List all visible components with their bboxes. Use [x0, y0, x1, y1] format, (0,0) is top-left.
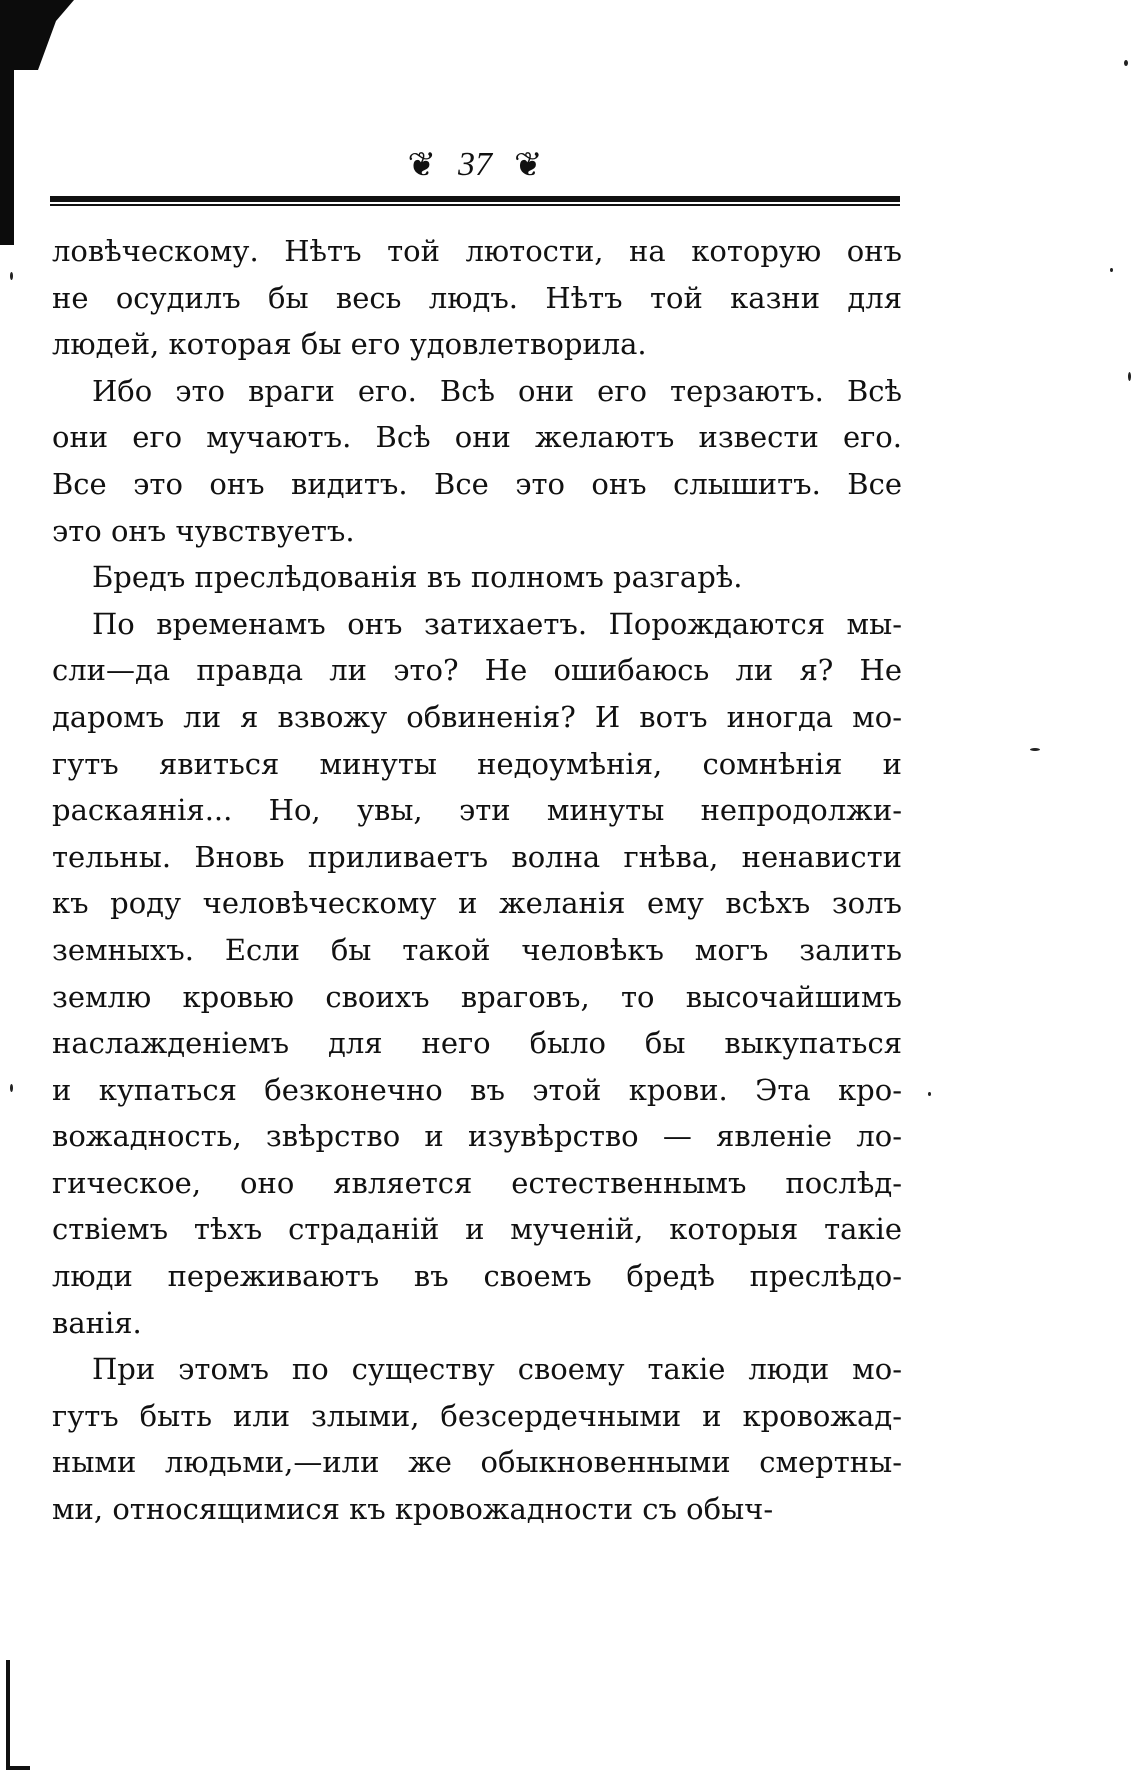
text-line: раскаянія... Но, увы, эти минуты непродолжи- — [52, 793, 902, 828]
scan-speck — [928, 1092, 931, 1096]
text-line: тельны. Вновь приливаетъ волна гнѣва, ненависти — [52, 839, 902, 874]
paragraph — [52, 368, 902, 554]
scan-speck — [1124, 60, 1128, 66]
ornament-left-icon: ❦ — [407, 145, 436, 185]
text-line: ванія. — [52, 1305, 142, 1340]
text-line: и купаться безконечно въ этой крови. Эта кро- — [52, 1072, 902, 1107]
text-line: наслажденіемъ для него было бы выкупаться — [52, 1026, 902, 1061]
scan-speck — [10, 272, 13, 280]
text-line: къ роду человѣческому и желанія ему всѣхъ золъ — [52, 886, 902, 921]
scan-speck — [1030, 748, 1040, 751]
scan-speck — [1110, 268, 1113, 272]
text-line: гутъ быть или злыми, безсердечными и кровожад- — [52, 1398, 902, 1433]
text-line: ными людьми,—или же обыкновенными смертны- — [52, 1445, 902, 1480]
text-line: гическое, оно является естественнымъ послѣд- — [52, 1165, 902, 1200]
text-line: ми, относящимися къ кровожадности съ обыч- — [52, 1492, 774, 1527]
text-line: гутъ явиться минуты недоумѣнія, сомнѣнія и — [52, 746, 902, 781]
page-number: 37 — [458, 146, 492, 183]
text-line: землю кровью своихъ враговъ, то высочайшимъ — [52, 979, 902, 1014]
page-header — [50, 140, 900, 206]
paragraph — [52, 228, 902, 368]
text-line: ствіемъ тѣхъ страданій и мученій, которыя такіе — [52, 1212, 902, 1247]
header-rule — [50, 196, 900, 206]
scan-edge-artifact-top — [0, 0, 14, 245]
text-line: При этомъ по существу своему такіе люди мо- — [92, 1352, 902, 1387]
body-text — [52, 228, 902, 1533]
text-line: ловѣческому. Нѣтъ той лютости, на которую онъ — [52, 234, 902, 268]
text-line: земныхъ. Если бы такой человѣкъ могъ залить — [52, 932, 902, 967]
page-number-row — [50, 140, 900, 190]
text-line: Бредъ преслѣдованія въ полномъ разгарѣ. — [92, 560, 743, 595]
paragraph — [52, 1346, 902, 1532]
text-line: не осудилъ бы весь людъ. Нѣтъ той казни для — [52, 280, 902, 315]
text-line: даромъ ли я взвожу обвиненія? И вотъ иногда мо- — [52, 699, 902, 734]
paragraph — [52, 601, 902, 1347]
text-line: Все это онъ видитъ. Все это онъ слышитъ. Все — [52, 466, 902, 501]
scan-speck — [1128, 372, 1131, 381]
scan-speck — [10, 1084, 13, 1092]
text-line: По временамъ онъ затихаетъ. Порождаются мы- — [92, 606, 902, 641]
paragraph — [52, 554, 902, 601]
text-line: Ибо это враги его. Всѣ они его терзаютъ. Всѣ — [92, 373, 902, 408]
scan-edge-artifact-bottom — [6, 1660, 10, 1770]
text-line: они его мучаютъ. Всѣ они желаютъ извести его. — [52, 420, 902, 455]
text-line: людей, которая бы его удовлетворила. — [52, 327, 647, 362]
ornament-right-icon: ❦ — [514, 145, 543, 185]
text-line: вожадность, звѣрство и изувѣрство — явленіе ло- — [52, 1119, 902, 1154]
text-line: это онъ чувствуетъ. — [52, 513, 355, 548]
text-line: сли—да правда ли это? Не ошибаюсь ли я? Не — [52, 653, 902, 688]
text-line: люди переживаютъ въ своемъ бредѣ преслѣдо- — [52, 1259, 902, 1294]
